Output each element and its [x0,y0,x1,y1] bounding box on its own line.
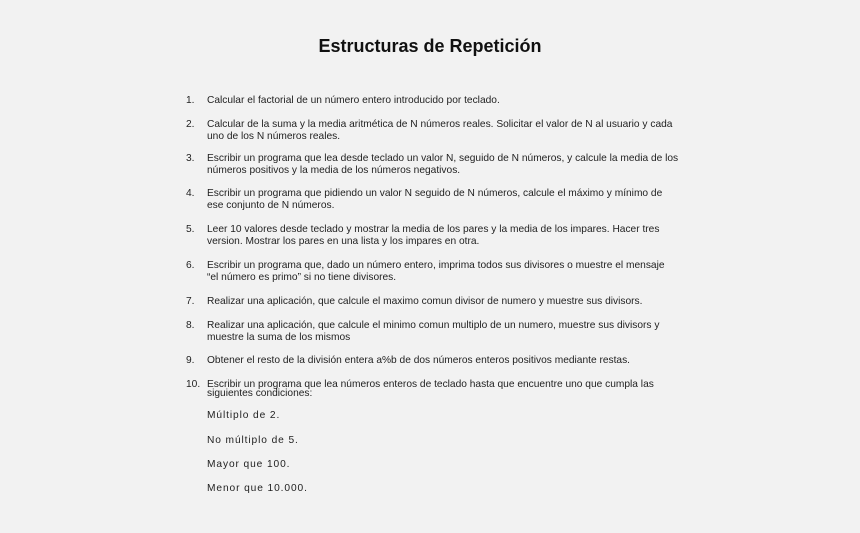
item-text [207,188,686,212]
item-line: uno de los N números reales. [207,131,341,142]
item-line: Calcular de la suma y la media aritmética de N números reales. Solicitar el valor de N al usuario y cada [207,119,673,130]
item-line: Escribir un programa que, dado un número entero, imprima todos sus divisores o muestre el mensaje [207,260,665,271]
item-line: Escribir un programa que lea números enteros de teclado hasta que encuentre uno que cumpla las [207,379,654,390]
item-text [207,95,686,107]
item-number: 6. [186,260,195,271]
item-line: Escribir un programa que lea desde teclado un valor N, seguido de N números, y calcule la media de los [207,153,679,164]
list-item-7 [186,296,686,308]
item-text [207,119,686,143]
item-number: 2. [186,119,195,130]
item-line: Escribir un programa que pidiendo un valor N seguido de N números, calcule el máximo y mínimo de [207,188,663,199]
item-number: 10. [186,379,201,390]
item-line: Calcular el factorial de un número entero introducido por teclado. [207,95,500,106]
list-item-2 [186,119,686,143]
condition-item: Menor que 10.000. [207,483,308,494]
list-item-3 [186,153,686,177]
item-number: 3. [186,153,195,164]
list-item-1 [186,95,686,107]
item-number: 9. [186,355,195,366]
list-item-4 [186,188,686,212]
item-number: 8. [186,320,195,331]
item-line: ese conjunto de N números. [207,200,335,211]
item-text [207,224,686,248]
item-line: Obtener el resto de la división entera a%b de dos números enteros positivos mediante restas. [207,355,631,366]
item-number: 4. [186,188,195,199]
item-text [207,320,686,344]
item-line: version. Mostrar los pares en una lista y los impares en otra. [207,236,480,247]
item-text [207,153,686,177]
list-item-6 [186,260,686,284]
condition-item: Mayor que 100. [207,459,291,470]
item-number: 5. [186,224,195,235]
item-line: muestre la suma de los mismos [207,332,351,343]
item-line: Realizar una aplicación, que calcule el minimo comun multiplo de un numero, muestre sus divisors y [207,320,660,331]
item-line: números positivos y la media de los números negativos. [207,165,461,176]
item-text [207,379,686,400]
item-text [207,296,686,308]
document-title: Estructuras de Repetición [318,36,542,56]
item-line: Realizar una aplicación, que calcule el maximo comun divisor de numero y muestre sus divisors. [207,296,643,307]
item-text [207,260,686,284]
list-item-10 [186,379,686,400]
item-text [207,355,686,367]
condition-item: Múltiplo de 2. [207,410,281,421]
list-item-8 [186,320,686,344]
item-line: siguientes condiciones: [207,388,313,399]
list-item-5 [186,224,686,248]
list-item-9 [186,355,686,367]
item-number: 1. [186,95,195,106]
item-line: “el número es primo” si no tiene divisores. [207,272,397,283]
condition-item: No múltiplo de 5. [207,435,299,446]
item-line: Leer 10 valores desde teclado y mostrar la media de los pares y la media de los impares. Hacer tres [207,224,660,235]
item-number: 7. [186,296,195,307]
